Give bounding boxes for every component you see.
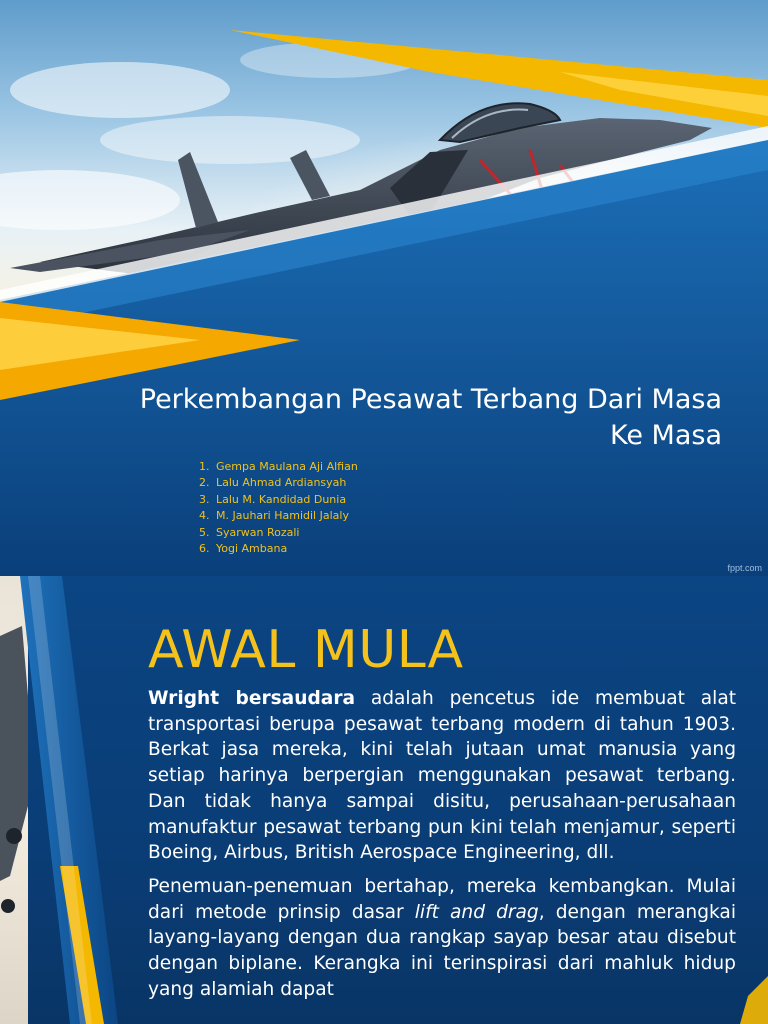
- list-item: 2. Lalu Ahmad Ardiansyah: [199, 476, 347, 490]
- list-item: 6. Yogi Ambana: [199, 542, 288, 556]
- bold-phrase: Wright bersaudara: [148, 688, 356, 709]
- template-watermark: fppt.com: [727, 563, 762, 573]
- list-item: 3. Lalu M. Kandidad Dunia: [199, 492, 347, 506]
- list-item: 1. Gempa Maulana Aji Alfian: [199, 460, 358, 473]
- paragraph: Wright bersaudara adalah pencetus ide membuat alat transportasi berupa pesawat terbang modern di tahun 1903. Berkat jasa mereka, kini telah jutaan umat manusia yang setiap harinya berpergian menggunakan pesawat terbang. Dan tidak hanya sampai disitu, perusahaan-perusahaan manufaktur pesawat terbang pun kini telah menjamur, seperti Boeing, Airbus, British Aerospace Engineering, dll.: [148, 688, 737, 864]
- author-list: [199, 459, 358, 557]
- slide-body: [148, 686, 736, 1010]
- slide-heading: AWAL MULA: [148, 620, 464, 680]
- italic-phrase: lift and drag: [414, 901, 539, 923]
- list-item: 5. Syarwan Rozali: [199, 525, 300, 539]
- paragraph: Penemuan-penemuan bertahap, mereka kembangkan. Mulai dari metode prinsip dasar lift and drag, dengan merangkai layang-layang dengan dua rangkap sayap besar atau disebut dengan biplane. Kerangka ini terinspirasi dari mahluk hidup yang alamiah dapat: [148, 875, 736, 1000]
- presentation-title: Perkembangan Pesawat Terbang Dari Masa Ke Masa: [139, 384, 722, 451]
- list-item: 4. M. Jauhari Hamidil Jalaly: [199, 509, 349, 523]
- content-slide: [0, 576, 768, 1024]
